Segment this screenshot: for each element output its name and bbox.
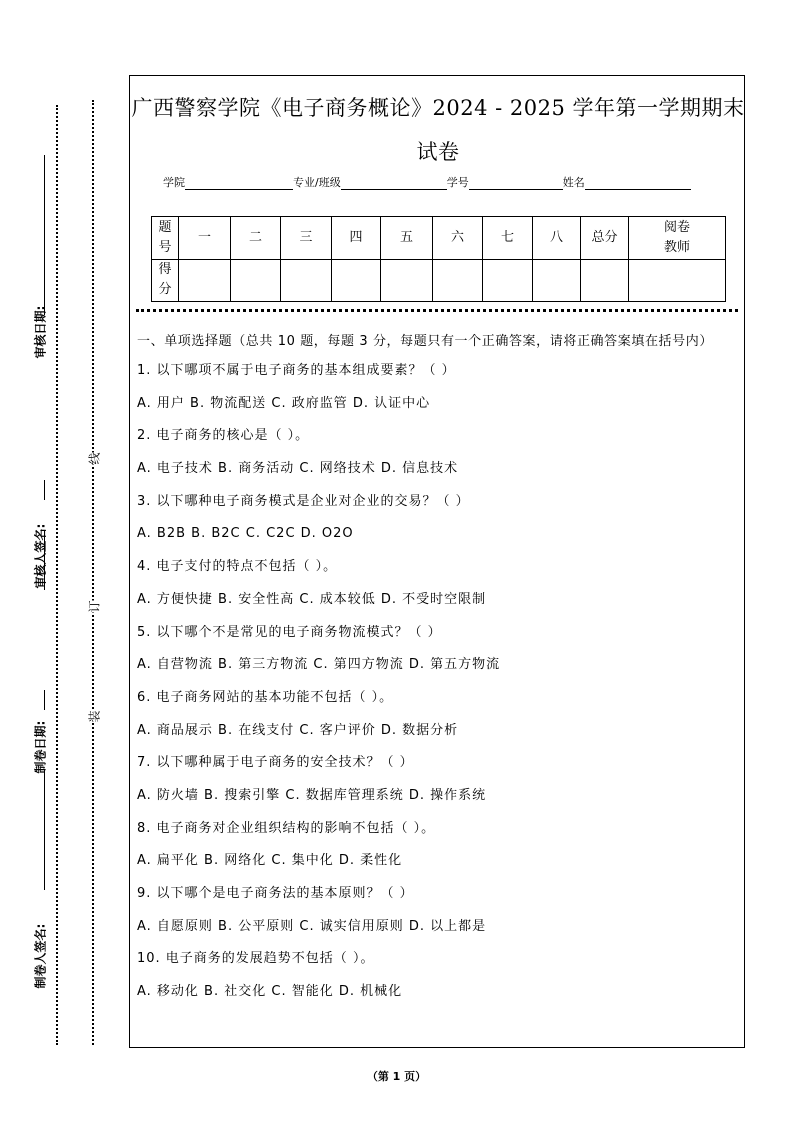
margin-dotted-line-inner [92, 100, 94, 1045]
question-text: 3. 以下哪种电子商务模式是企业对企业的交易？（ ） [137, 493, 470, 509]
score-table-score-row [152, 259, 726, 302]
score-header-cell: 四 [332, 217, 381, 260]
question-text: 6. 电子商务网站的基本功能不包括（ ）。 [137, 689, 394, 705]
question-text: 8. 电子商务对企业组织结构的影响不包括（ ）。 [137, 820, 436, 836]
name-field[interactable] [585, 177, 691, 190]
score-header-cell: 五 [381, 217, 433, 260]
question-text: 9. 以下哪个是电子商务法的基本原则？（ ） [137, 886, 414, 901]
question-options: A. 自愿原则 B. 公平原则 C. 诚实信用原则 D. 以上都是 [137, 918, 487, 934]
score-row-label: 得分 [152, 259, 179, 302]
maker-date-label: 制卷日期: [33, 720, 48, 774]
margin-sign-line-5 [44, 770, 45, 890]
score-cell[interactable] [581, 259, 629, 302]
student-info-row [163, 174, 691, 190]
question-options: A. 电子技术 B. 商务活动 C. 网络技术 D. 信息技术 [137, 461, 459, 477]
margin-sign-line-2 [44, 480, 45, 500]
page-number: （第 1 页） [366, 1070, 427, 1083]
score-header-cell: 题号 [152, 217, 179, 260]
score-cell[interactable] [533, 259, 581, 302]
question-options: A. 方便快捷 B. 安全性高 C. 成本较低 D. 不受时空限制 [137, 591, 487, 607]
student-id-label: 学号 [446, 176, 469, 189]
score-header-cell: 阅卷教师 [629, 217, 726, 260]
question-options: A. 移动化 B. 社交化 C. 智能化 D. 机械化 [137, 984, 403, 1000]
score-cell[interactable] [179, 259, 231, 302]
question-text: 10. 电子商务的发展趋势不包括（ ）。 [137, 951, 375, 967]
maker-sign-label: 制卷人签名: [33, 923, 48, 989]
question-options: A. 自营物流 B. 第三方物流 C. 第四方物流 D. 第五方物流 [137, 657, 501, 673]
score-cell[interactable] [433, 259, 483, 302]
question-options: A. 用户 B. 物流配送 C. 政府监管 D. 认证中心 [137, 395, 431, 411]
name-label: 姓名 [562, 176, 585, 189]
exam-frame [129, 75, 745, 1048]
margin-sign-line-1 [44, 155, 45, 315]
question-text: 1. 以下哪项不属于电子商务的基本组成要素？（ ） [137, 363, 456, 378]
binding-char-pack: 装 [87, 710, 102, 723]
score-cell[interactable] [231, 259, 281, 302]
student-id-field[interactable] [469, 177, 563, 190]
question-options: A. 防火墙 B. 搜索引擎 C. 数据库管理系统 D. 操作系统 [137, 787, 487, 803]
score-header-cell: 一 [179, 217, 231, 260]
college-field[interactable] [185, 177, 293, 190]
margin-sign-line-4 [44, 690, 45, 710]
score-header-cell: 三 [281, 217, 332, 260]
question-options: A. 商品展示 B. 在线支付 C. 客户评价 D. 数据分析 [137, 722, 459, 738]
score-cell[interactable] [381, 259, 433, 302]
score-cell[interactable] [483, 259, 533, 302]
score-header-cell: 八 [533, 217, 581, 260]
reviewer-sign-label: 审核人签名: [33, 523, 48, 589]
score-header-cell: 二 [231, 217, 281, 260]
question-text: 7. 以下哪种属于电子商务的安全技术？（ ） [137, 755, 414, 771]
binding-char-order: 订 [87, 600, 102, 613]
score-header-cell: 六 [433, 217, 483, 260]
major-class-label: 专业/班级 [293, 176, 341, 189]
reviewer-date-label: 审核日期: [33, 305, 48, 359]
binding-char-line: 线 [87, 452, 102, 465]
section-1 [137, 331, 737, 1015]
major-class-field[interactable] [341, 177, 447, 190]
question-text: 5. 以下哪个不是常见的电子商务物流模式？（ ） [137, 624, 442, 640]
score-cell[interactable] [332, 259, 381, 302]
score-table [151, 216, 726, 302]
section-1-title: 一、单项选择题（总共 10 题，每题 3 分，每题只有一个正确答案，请将正确答案填在括号内） [137, 334, 713, 349]
question-text: 2. 电子商务的核心是（ ）。 [137, 428, 310, 444]
college-label: 学院 [163, 176, 185, 189]
score-header-cell: 总分 [581, 217, 629, 260]
score-cell[interactable] [629, 259, 726, 302]
dotted-separator [136, 309, 738, 312]
score-cell[interactable] [281, 259, 332, 302]
question-options: A. B2B B. B2C C. C2C D. O2O [137, 526, 354, 542]
question-options: A. 扁平化 B. 网络化 C. 集中化 D. 柔性化 [137, 853, 403, 869]
score-header-cell: 七 [483, 217, 533, 260]
margin-dotted-line-outer [56, 105, 58, 1045]
score-table-header-row [152, 217, 726, 260]
exam-title: 广西警察学院《电子商务概论》2024 - 2025 学年第一学期期末试卷 [131, 96, 745, 164]
question-text: 4. 电子支付的特点不包括（ ）。 [137, 559, 338, 575]
